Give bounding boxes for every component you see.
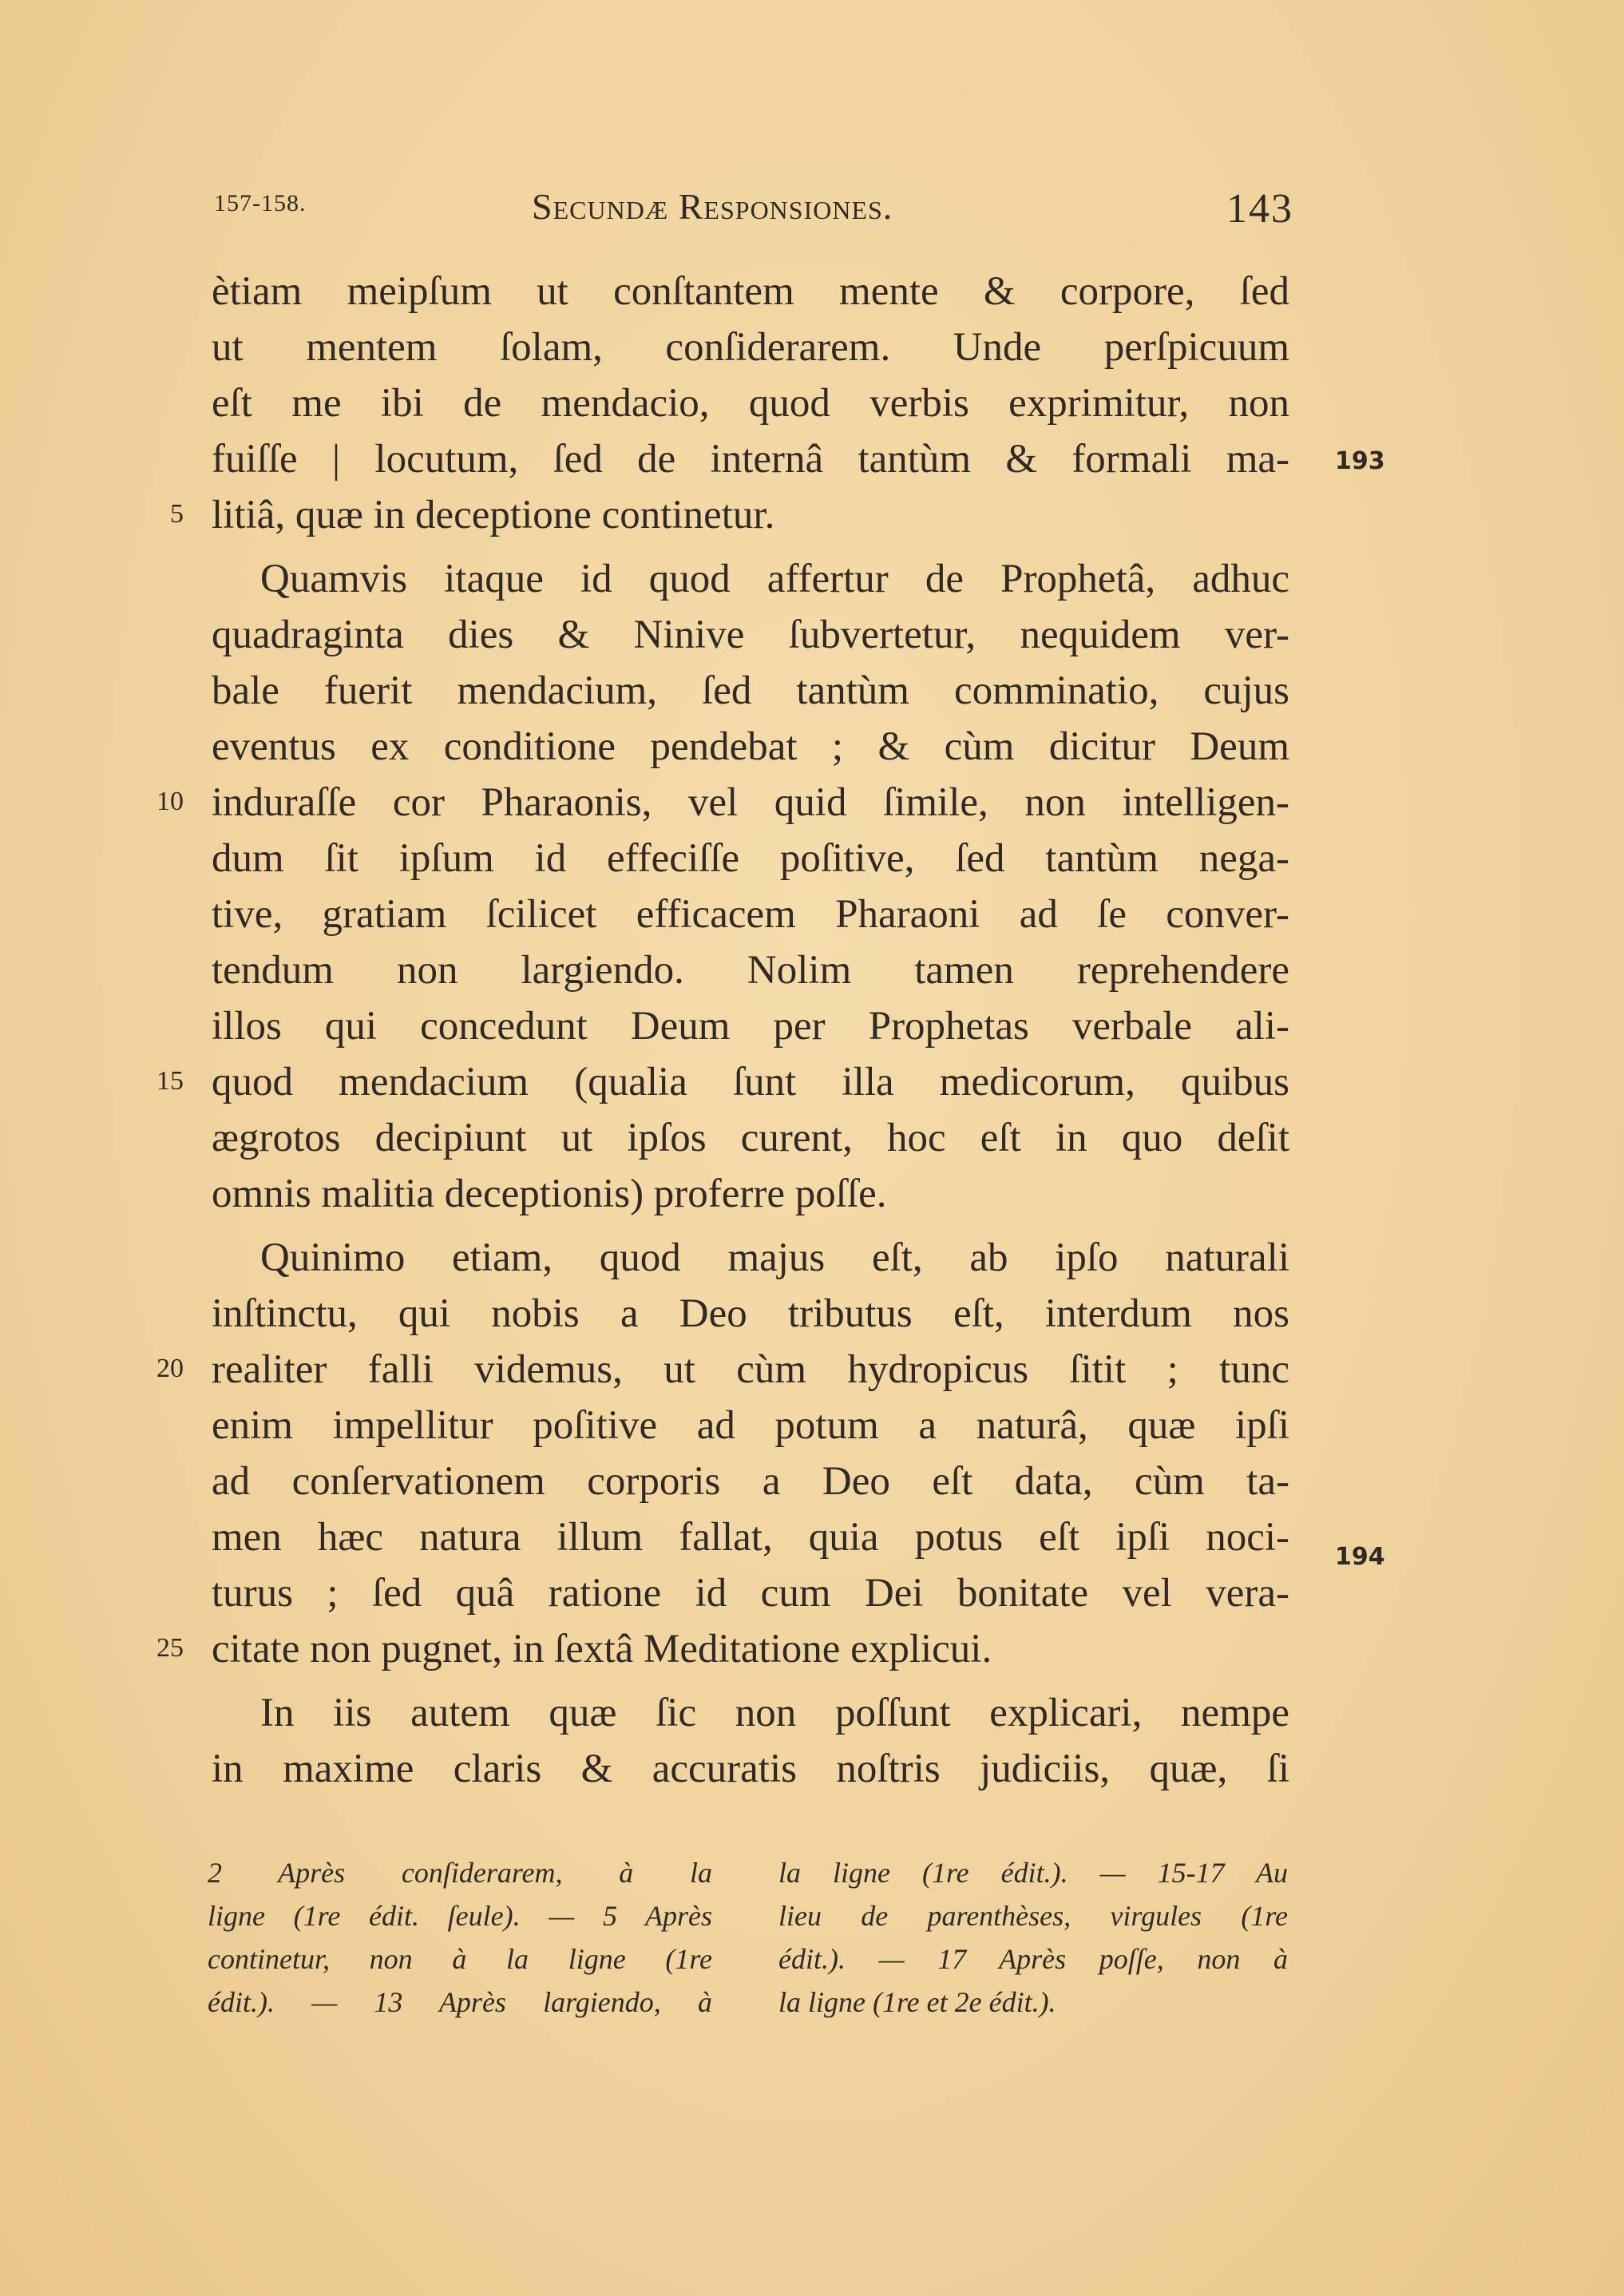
footnote-line: ligne (1re édit. ſeule). — 5 Après	[208, 1900, 712, 1932]
body-line: fuiſſe | locutum, ſed de internâ tantùm & formali ma-	[212, 437, 1289, 482]
body-line: tive, gratiam ſcilicet efficacem Pharaoni ad ſe conver-	[212, 892, 1289, 937]
line-number: 25	[156, 1633, 184, 1663]
footnote-line: lieu de parenthèses, virgules (1re	[778, 1900, 1288, 1932]
body-line: induraſſe cor Pharaonis, vel quid ſimile, non intelligen-	[212, 780, 1289, 825]
footnote-line: la ligne (1re et 2e édit.).	[778, 1986, 1056, 2018]
body-line: omnis malitia deceptionis) proferre poſſe.	[212, 1172, 887, 1216]
body-line: quadraginta dies & Ninive ſubvertetur, nequidem ver-	[212, 613, 1289, 657]
body-line: illos qui concedunt Deum per Prophetas verbale ali-	[212, 1004, 1289, 1049]
body-line: inſtinctu, qui nobis a Deo tributus eſt, interdum nos	[212, 1291, 1289, 1336]
page-range: 157-158.	[214, 190, 307, 216]
body-line: litiâ, quæ in deceptione continetur.	[212, 493, 775, 537]
body-line: enim impellitur poſitive ad potum a naturâ, quæ ipſi	[212, 1403, 1289, 1448]
body-line: realiter falli videmus, ut cùm hydropicus ſitit ; tunc	[212, 1347, 1289, 1392]
body-line: In iis autem quæ ſic non poſſunt explicari, nempe	[260, 1691, 1289, 1735]
body-line: ægrotos decipiunt ut ipſos curent, hoc eſt in quo deſit	[212, 1116, 1289, 1160]
footnote-line: édit.). — 13 Après largiendo, à	[208, 1986, 712, 2018]
line-number: 10	[156, 787, 184, 816]
body-line: Quamvis itaque id quod affertur de Prophetâ, adhuc	[260, 557, 1289, 601]
body-line: eſt me ibi de mendacio, quod verbis exprimitur, non	[212, 381, 1289, 426]
body-line: quod mendacium (qualia ſunt illa medicorum, quibus	[212, 1060, 1289, 1104]
margin-page-ref: 194	[1335, 1543, 1385, 1571]
body-line: dum ſit ipſum id effeciſſe poſitive, ſed tantùm nega-	[212, 836, 1289, 881]
footnote-line: édit.). — 17 Après poſſe, non à	[778, 1943, 1288, 1975]
body-line: bale fuerit mendacium, ſed tantùm comminatio, cujus	[212, 668, 1289, 713]
body-line: tendum non largiendo. Nolim tamen reprehendere	[212, 948, 1289, 993]
margin-page-ref: 193	[1335, 447, 1385, 475]
body-line: ètiam meipſum ut conſtantem mente & corpore, ſed	[212, 269, 1289, 314]
footnote-line: continetur, non à la ligne (1re	[208, 1943, 712, 1975]
body-line: Quinimo etiam, quod majus eſt, ab ipſo naturali	[260, 1235, 1289, 1280]
running-title: Secundæ Responsiones.	[532, 186, 893, 227]
body-line: in maxime claris & accuratis noſtris judiciis, quæ, ſi	[212, 1747, 1289, 1791]
body-line: eventus ex conditione pendebat ; & cùm dicitur Deum	[212, 724, 1289, 769]
line-number: 15	[156, 1066, 184, 1096]
body-line: ut mentem ſolam, conſiderarem. Unde perſpicuum	[212, 325, 1289, 370]
body-line: ad conſervationem corporis a Deo eſt data, cùm ta-	[212, 1459, 1289, 1504]
page-number: 143	[1226, 186, 1293, 232]
line-number: 20	[156, 1354, 184, 1383]
footnote-line: la ligne (1re édit.). — 15-17 Au	[778, 1857, 1288, 1889]
body-line: citate non pugnet, in ſextâ Meditatione explicui.	[212, 1627, 992, 1671]
body-line: turus ; ſed quâ ratione id cum Dei bonitate vel vera-	[212, 1571, 1289, 1616]
body-line: men hæc natura illum fallat, quia potus eſt ipſi noci-	[212, 1515, 1289, 1560]
footnote-line: 2 Après conſiderarem, à la	[208, 1857, 712, 1889]
line-number: 5	[170, 499, 184, 529]
